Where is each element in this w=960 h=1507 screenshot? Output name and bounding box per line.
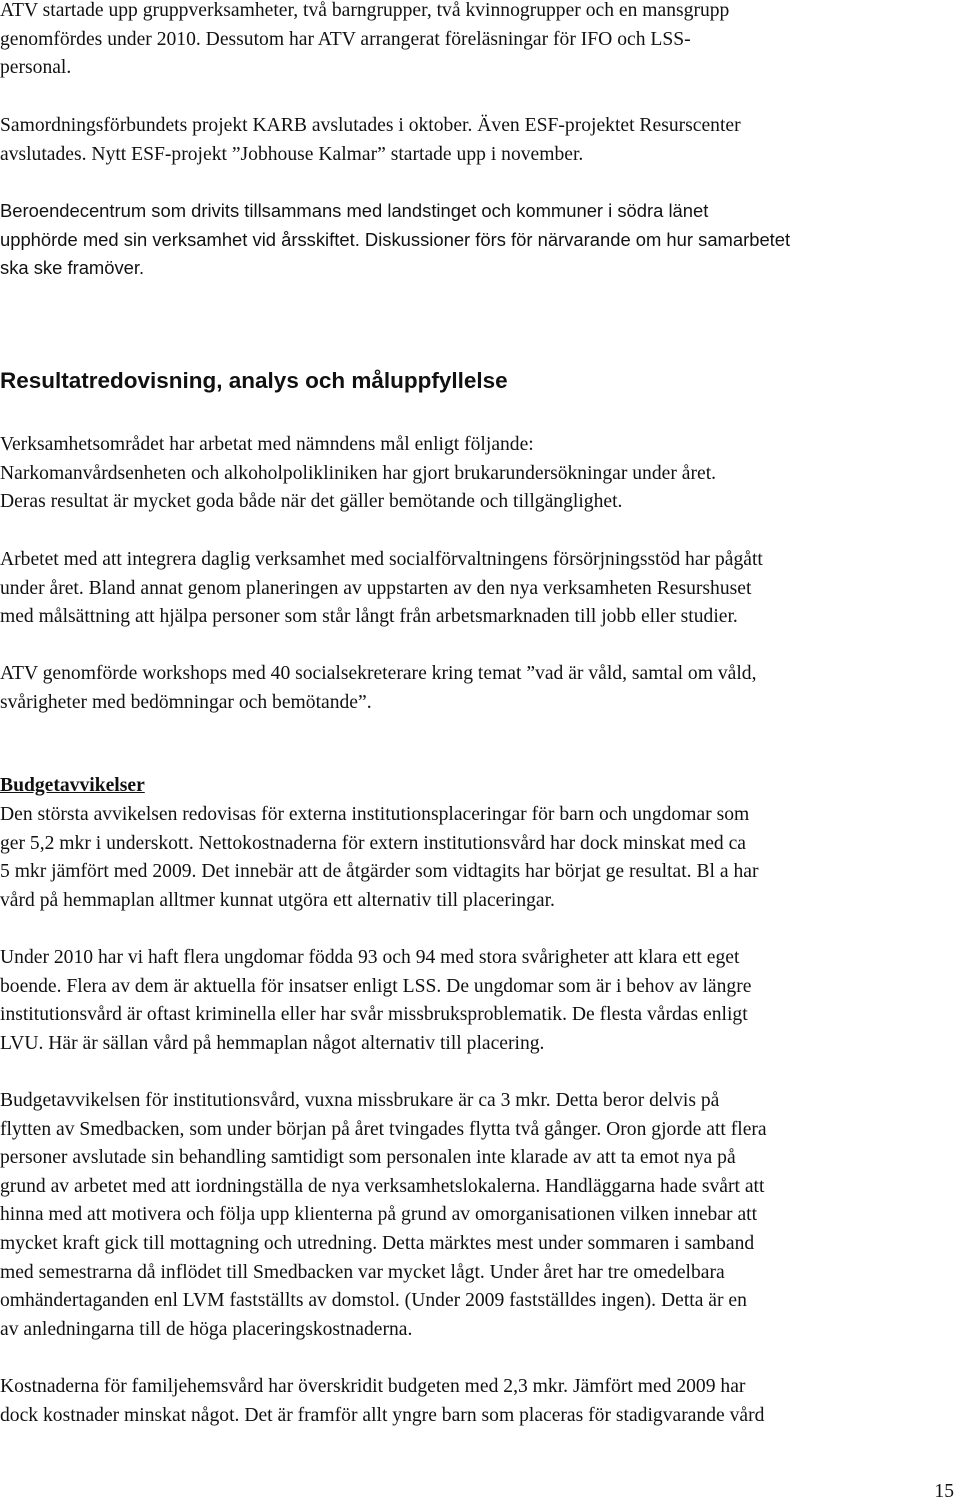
text-line: LVU. Här är sällan vård på hemmaplan något alternativ till placering. <box>0 1032 545 1054</box>
paragraph-institutionsvard <box>0 1087 958 1344</box>
paragraph-beroendecentrum <box>0 197 958 283</box>
text-line: flytten av Smedbacken, som under början på året tvingades flytta två gånger. Oron gjorde att flera <box>0 1118 767 1140</box>
section-heading: Resultatredovisning, analys och måluppfyllelse <box>0 368 508 393</box>
text-line: med målsättning att hjälpa personer som står långt från arbetsmarknaden till jobb eller studier. <box>0 606 738 628</box>
text-line: ger 5,2 mkr i underskott. Nettokostnaderna för extern institutionsvård har dock minskat med ca <box>0 832 747 854</box>
paragraph-familjehemsvard <box>0 1373 958 1430</box>
text-line: Under 2010 har vi haft flera ungdomar födda 93 och 94 med stora svårigheter att klara ett eget <box>0 947 740 968</box>
text-line: personal. <box>0 57 72 79</box>
text-line: 5 mkr jämfört med 2009. Det innebär att de åtgärder som vidtagits har börjat ge resultat. Bl a har <box>0 861 759 883</box>
text-line: institutionsvård är oftast kriminella eller har svår missbruksproblematik. De flesta vårdas enligt <box>0 1004 748 1026</box>
text-line: Verksamhetsområdet har arbetat med nämndens mål enligt följande: <box>0 434 534 455</box>
text-line: grund av arbetet med att iordningställa de nya verksamhetslokalerna. Handläggarna hade svårt att <box>0 1175 765 1197</box>
text-line: mycket kraft gick till mottagning och utredning. Detta märktes mest under sommaren i samband <box>0 1232 755 1254</box>
page-number: 15 <box>934 1481 954 1502</box>
text-line: ATV genomförde workshops med 40 socialsekreterare kring temat ”vad är våld, samtal om våld, <box>0 663 757 684</box>
text-line: svårigheter med bedömningar och bemötande”. <box>0 691 372 713</box>
text-line: upphörde med sin verksamhet vid årsskiftet. Diskussioner förs för närvarande om hur samarbetet <box>0 228 791 250</box>
text-line: under året. Bland annat genom planeringen av uppstarten av den nya verksamheten Resurshuset <box>0 577 752 599</box>
text-line: personer avslutade sin behandling samtidigt som personalen inte klarade av att ta emot nya på <box>0 1147 736 1169</box>
text-line: Beroendecentrum som drivits tillsammans med landstinget och kommuner i södra länet <box>0 200 709 221</box>
text-line: genomfördes under 2010. Dessutom har ATV arrangerat föreläsningar för IFO och LSS- <box>0 28 691 50</box>
text-line: av anledningarna till de höga placeringskostnaderna. <box>0 1318 413 1340</box>
text-line: Samordningsförbundets projekt KARB avslutades i oktober. Även ESF-projektet Resurscenter <box>0 115 741 136</box>
text-line: dock kostnader minskat något. Det är framför allt yngre barn som placeras för stadigvarande vård <box>0 1404 765 1426</box>
text-line: Den största avvikelsen redovisas för externa institutionsplaceringar för barn och ungdomar som <box>0 804 750 825</box>
text-line: med semestrarna då inflödet till Smedbacken var mycket lågt. Under året har tre omedelbara <box>0 1261 725 1283</box>
text-line: Budgetavvikelsen för institutionsvård, vuxna missbrukare är ca 3 mkr. Detta beror delvis på <box>0 1090 720 1111</box>
text-line: Kostnaderna för familjehemsvård har överskridit budgeten med 2,3 mkr. Jämfört med 2009 har <box>0 1376 746 1397</box>
paragraph-atv-groups <box>0 0 958 83</box>
text-line: omhändertaganden enl LVM fastställts av domstol. (Under 2009 fastställdes ingen). Detta är en <box>0 1290 747 1312</box>
text-line: Arbetet med att integrera daglig verksamhet med socialförvaltningens försörjningsstöd har pågått <box>0 549 763 570</box>
text-line: Narkomanvårdsenheten och alkoholpolikliniken har gjort brukarundersökningar under året. <box>0 462 717 484</box>
text-line: boende. Flera av dem är aktuella för insatser enligt LSS. De ungdomar som är i behov av längre <box>0 975 752 997</box>
paragraph-ungdomar <box>0 944 958 1058</box>
paragraph-daglig-verksamhet <box>0 546 958 632</box>
text-line: Deras resultat är mycket goda både när det gäller bemötande och tillgänglighet. <box>0 491 623 513</box>
text-line: ATV startade upp gruppverksamheter, två barngrupper, två kvinnogrupper och en mansgrupp <box>0 0 730 21</box>
paragraph-projects <box>0 112 958 169</box>
text-line: ska ske framöver. <box>0 257 145 279</box>
paragraph-malen <box>0 431 958 517</box>
text-line: hinna med att motivera och följa upp klienterna på grund av omorganisationen vilken innebar att <box>0 1204 758 1226</box>
paragraph-avvikelse <box>0 801 958 915</box>
subsection-heading: Budgetavvikelser <box>0 775 145 796</box>
paragraph-workshops <box>0 660 958 717</box>
text-line: avslutades. Nytt ESF-projekt ”Jobhouse Kalmar” startade upp i november. <box>0 143 584 165</box>
text-line: vård på hemmaplan alltmer kunnat utgöra ett alternativ till placeringar. <box>0 889 555 911</box>
